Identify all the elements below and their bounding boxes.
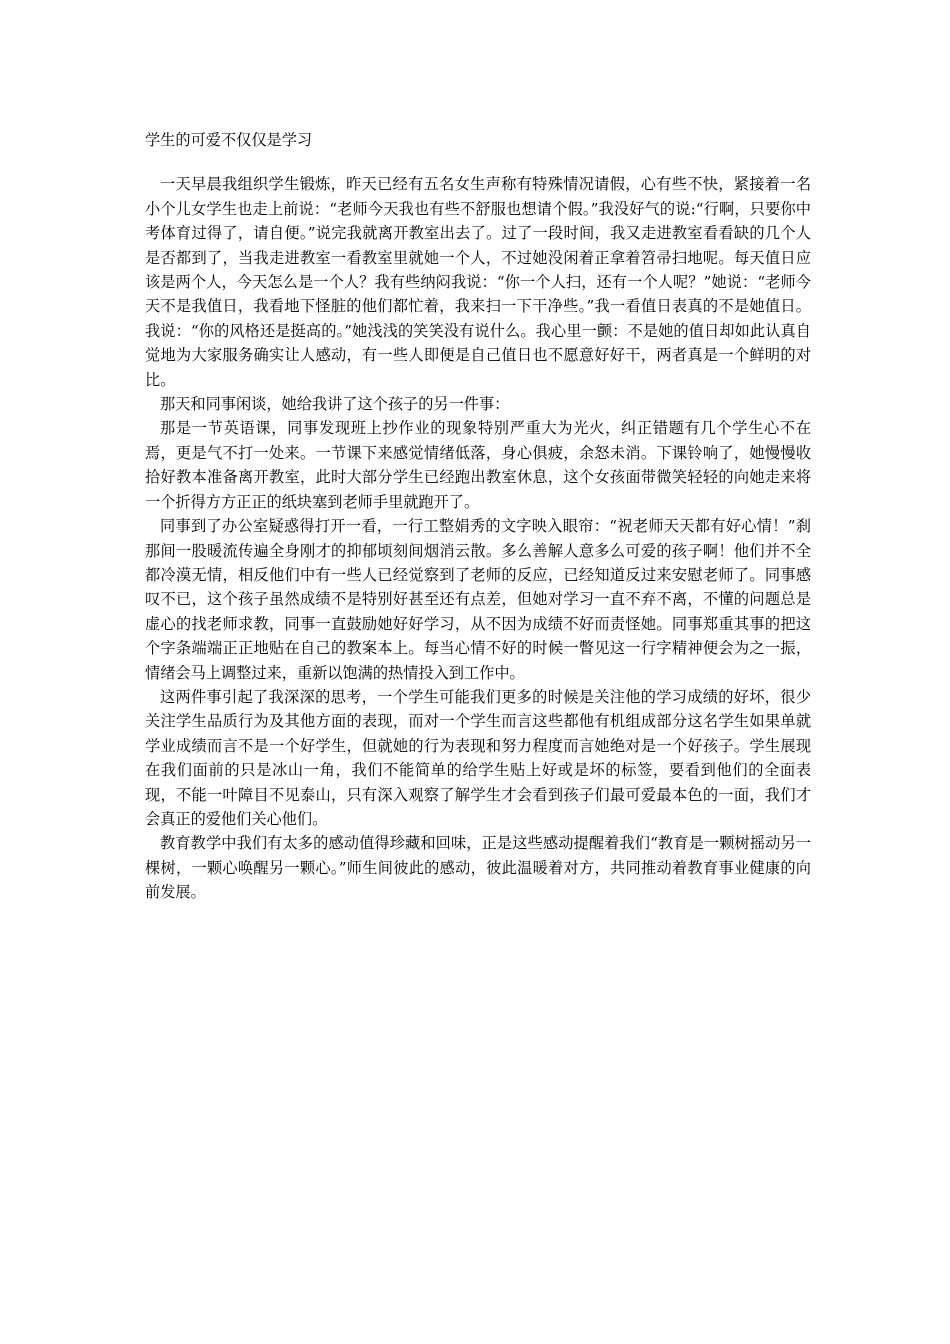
paragraph-6: 教育教学中我们有太多的感动值得珍藏和回味，正是这些感动提醒着我们“教育是一颗树摇动另一棵树，一颗心唤醒另一颗心。”师生间彼此的感动，彼此温暖着对方，共同推动着教育事业健康的向前发展。 bbox=[145, 834, 811, 902]
document-body bbox=[145, 128, 811, 905]
paragraph-4: 同事到了办公室疑惑得打开一看，一行工整娟秀的文字映入眼帘：“祝老师天天都有好心情！”刹那间一股暖流传遍全身刚才的抑郁顷刻间烟消云散。多么善解人意多么可爱的孩子啊！他们并不全都冷漠无情，相反他们中有一些人已经觉察到了老师的反应，已经知道反过来安慰老师了。同事感叹不已，这个孩子虽然成绩不是特别好甚至还有点差，但她对学习一直不弃不离，不懂的问题总是虚心的找老师求教，同事一直鼓励她好好学习，从不因为成绩不好而责怪她。同事郑重其事的把这个字条端端正正地贴在自己的教案本上。每当心情不好的时候一瞥见这一行字精神便会为之一振，情绪会马上调整过来，重新以饱满的热情投入到工作中。 bbox=[145, 517, 811, 682]
paragraph-3: 那是一节英语课，同事发现班上抄作业的现象特别严重大为光火，纠正错题有几个学生心不在焉，更是气不打一处来。一节课下来感觉情绪低落，身心俱疲，余怒未消。下课铃响了，她慢慢收拾好教本准备离开教室，此时大部分学生已经跑出教室休息，这个女孩面带微笑轻轻的向她走来将一个折得方方正正的纸块塞到老师手里就跑开了。 bbox=[145, 419, 811, 511]
paragraph-5: 这两件事引起了我深深的思考，一个学生可能我们更多的时候是关注他的学习成绩的好坏，很少关注学生品质行为及其他方面的表现，而对一个学生而言这些都他有机组成部分这名学生如果单就学业成绩而言不是一个好学生，但就她的行为表现和努力程度而言她绝对是一个好孩子。学生展现在我们面前的只是冰山一角，我们不能简单的给学生贴上好或是坏的标签，要看到他们的全面表现，不能一叶障目不见泰山，只有深入观察了解学生才会看到孩子们最可爱最本色的一面，我们才会真正的爱他们关心他们。 bbox=[145, 687, 811, 828]
paragraph-2: 那天和同事闲谈，她给我讲了这个孩子的另一件事： bbox=[160, 395, 510, 414]
paragraph-1: 一天早晨我组织学生锻炼，昨天已经有五名女生声称有特殊情况请假，心有些不快，紧接着一名小个儿女学生也走上前说：“老师今天我也有些不舒服也想请个假。”我没好气的说:“行啊，只要你中考体育过得了，请自便。”说完我就离开教室出去了。过了一段时间，我又走进教室看看缺的几个人是否都到了，当我走进教室一看教室里就她一个人，不过她没闲着正拿着笤帚扫地呢。每天值日应该是两个人，今天怎么是一个人？我有些纳闷我说：“你一个人扫，还有一个人呢？”她说：“老师今天不是我值日，我看地下怪脏的他们都忙着，我来扫一下干净些。”我一看值日表真的不是她值日。我说：“你的风格还是挺高的。”她浅浅的笑笑没有说什么。我心里一颤：不是她的值日却如此认真自觉地为大家服务确实让人感动，有一些人即便是自己值日也不愿意好好干，两者真是一个鲜明的对比。 bbox=[145, 175, 811, 389]
document-title: 学生的可爱不仅仅是学习 bbox=[145, 131, 313, 149]
